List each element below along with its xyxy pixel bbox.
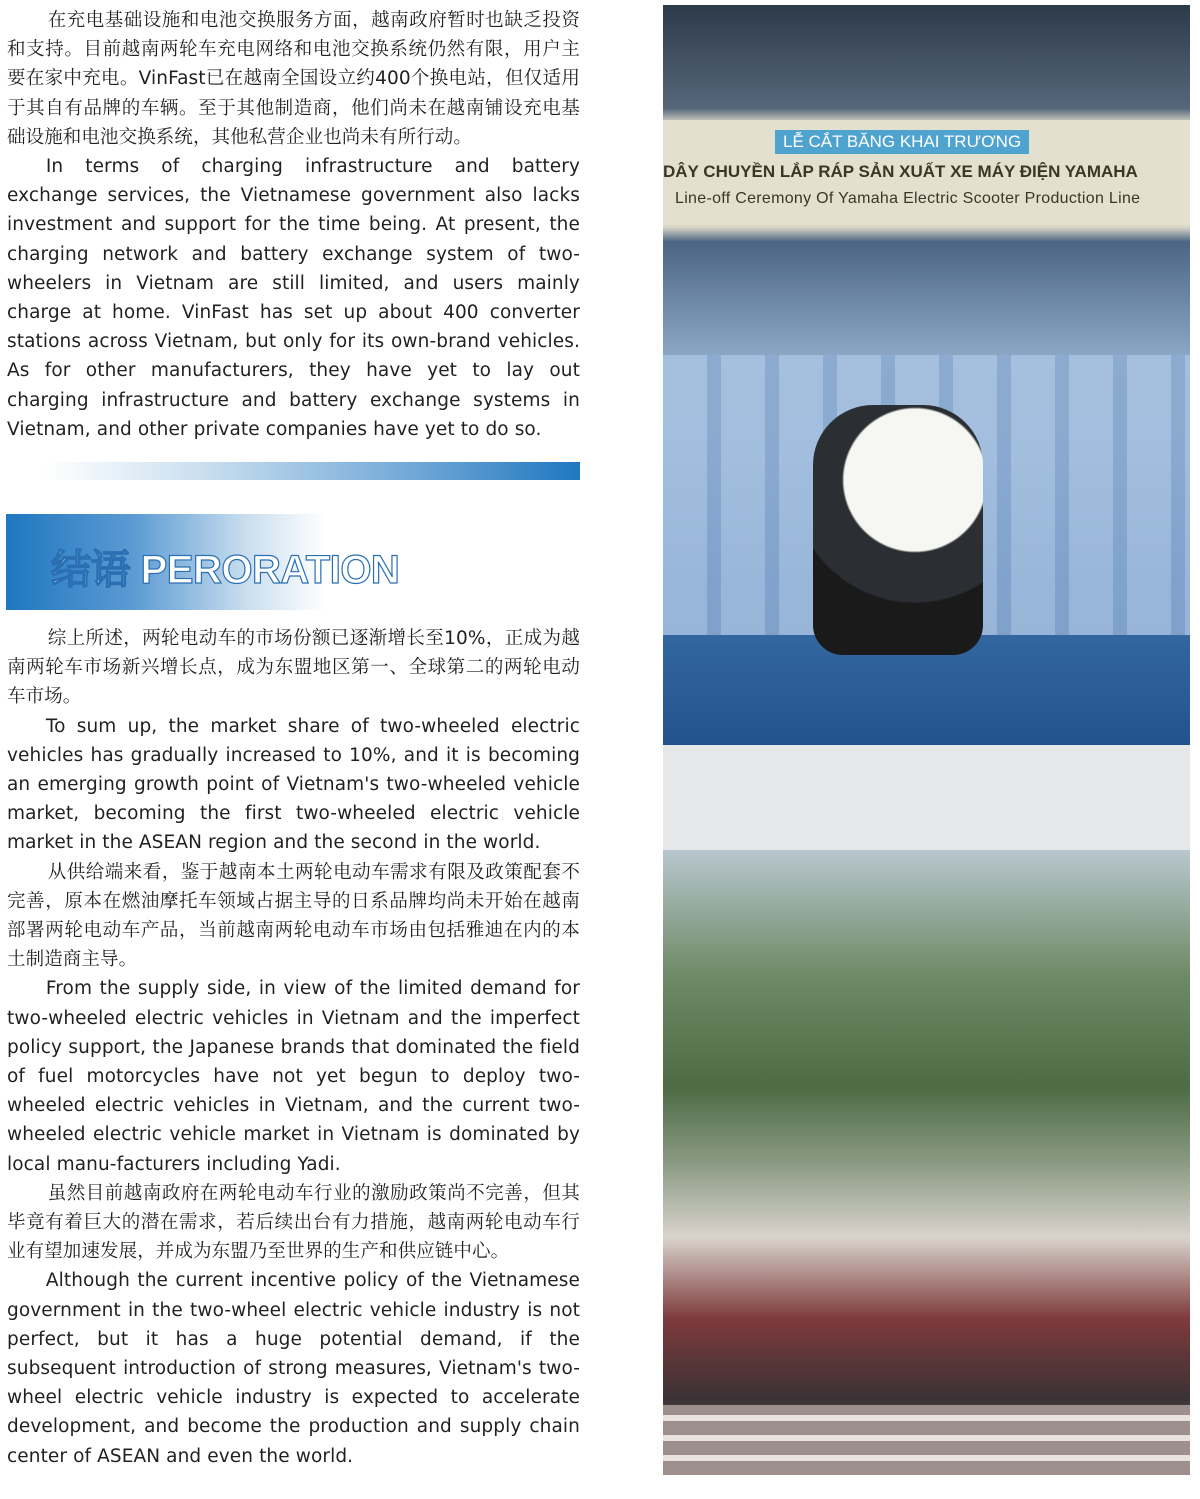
- bottom-text: [7, 624, 580, 1471]
- paragraph-cn: 从供给端来看，鉴于越南本土两轮电动车需求有限及政策配套不完善，原本在燃油摩托车领域占据主导的日系品牌均尚未开始在越南部署两轮电动车产品，当前越南两轮电动车市场由包括雅迪在内的本土制造商主导。: [7, 861, 580, 971]
- paragraph-en: In terms of charging infrastructure and battery exchange services, the Vietnamese government also lacks investment and support for the time being. At present, the charging network and battery exchange system of two-wheelers in Vietnam are still limited, and users mainly charge at home. VinFast has set up about 400 converter stations across Vietnam, but only for its own-brand vehicles. As for other manufacturers, they have yet to lay out charging infrastructure and battery exchange systems in Vietnam, and other private companies have yet to do so.: [7, 156, 580, 440]
- banner-line-2: DÂY CHUYỀN LẮP RÁP SẢN XUẤT XE MÁY ĐIỆN YAMAHA: [663, 162, 1138, 181]
- scooter-image: [813, 405, 983, 655]
- section-heading: [6, 514, 400, 610]
- paragraph-en: To sum up, the market share of two-wheeled electric vehicles has gradually increased to 10%, and it is becoming an emerging growth point of Vietnam's two-wheeled vehicle market, becoming the first two-wheeled electric vehicle market in the ASEAN region and the second in the world.: [7, 715, 580, 854]
- gradient-divider: [45, 462, 580, 480]
- paragraph-cn: 综上所述，两轮电动车的市场份额已逐渐增长至10%，正成为越南两轮车市场新兴增长点，成为东盟地区第一、全球第二的两轮电动车市场。: [7, 628, 580, 708]
- paragraph-en: Although the current incentive policy of the Vietnamese government in the two-wheel electric vehicle industry is not perfect, but it has a huge potential demand, if the subsequent introduction of strong measures, Vietnam's two-wheel electric vehicle industry is expected to accelerate development, and become the production and supply chain center of ASEAN and even the world.: [7, 1270, 580, 1467]
- section-heading-text: 结语 PERORATION: [51, 548, 400, 592]
- crosswalk: [663, 1405, 1190, 1475]
- photo-yamaha-ceremony: [663, 5, 1190, 745]
- photo-street-scooters: [663, 850, 1190, 1475]
- paragraph-en: From the supply side, in view of the limited demand for two-wheeled electric vehicles in Vietnam and the imperfect policy support, the Japanese brands that dominated the field of fuel motorcycles have not yet begun to deploy two-wheeled electric vehicles in Vietnam, and the current two-wheeled electric vehicle market in Vietnam is dominated by local manu-facturers including Yadi.: [7, 978, 580, 1175]
- ceremony-banner: [663, 120, 1190, 225]
- paragraph-cn: 虽然目前越南政府在两轮电动车行业的激励政策尚不完善，但其毕竟有着巨大的潜在需求，若后续出台有力措施，越南两轮电动车行业有望加速发展，并成为东盟乃至世界的生产和供应链中心。: [7, 1182, 580, 1263]
- banner-line-1: LỄ CẮT BĂNG KHAI TRƯƠNG: [775, 130, 1029, 154]
- paragraph-cn: 在充电基础设施和电池交换服务方面，越南政府暂时也缺乏投资和支持。目前越南两轮车充电网络和电池交换系统仍然有限，用户主要在家中充电。VinFast已在越南全国设立约400个换电站，但仅适用于其自有品牌的车辆。至于其他制造商，他们尚未在越南铺设充电基础设施和电池交换系统，其他私营企业也尚未有所行动。: [7, 10, 580, 148]
- banner-line-3: Line-off Ceremony Of Yamaha Electric Scooter Production Line: [675, 190, 1141, 207]
- top-text: [7, 6, 580, 444]
